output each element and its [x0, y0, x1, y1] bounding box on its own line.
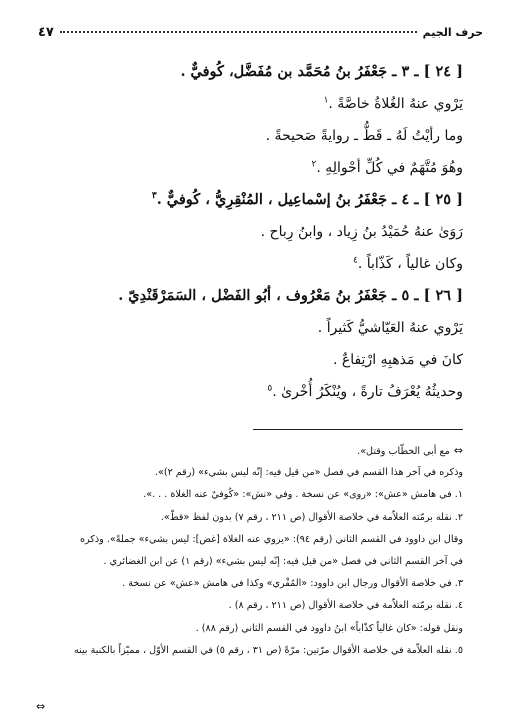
footnote-line: وذكره في آخر هذا القسم في فصل «من قيل فيه: إنّه ليس بشيء» (رقم ٢)». [154, 467, 463, 479]
main-text [40, 56, 463, 408]
footnote-line: وقال ابن داوود في القسم الثاني (رقم ٩٤): «يروي عنه الغلاة [غض]: ليس بشيء» جملةً». وذكره [79, 533, 463, 545]
entry-line-text: يَرْوي عنهُ العَيّاشيُّ كَثيراً . [317, 320, 463, 336]
footnote-line: ٥. نقله العلاّمة في خلاصة الأقوال مرّتين: مرّةً (ص ٣١ ، رقم ٥) في القسم الأوّل ، مميّزاً بالكنية بينه [73, 644, 463, 656]
page-number: ٤٧ [38, 24, 54, 40]
entry-heading [40, 56, 463, 88]
footnote-line: في آخر القسم الثاني في فصل «من قيل فيه: إنّه ليس بشيء» (رقم ١) عن ابن الغضائري . [103, 555, 463, 567]
running-header [38, 22, 483, 42]
entry-line-text: كانَ في مَذهبِهِ ارْتِفاعٌ . [332, 352, 463, 368]
chapter-title: حرف الجيم [422, 25, 483, 39]
footnote-marker[interactable]: ٣ [151, 191, 157, 202]
header-leader-dots [60, 31, 417, 33]
entry-line [40, 88, 463, 120]
footnote-marker[interactable]: ٤ [353, 255, 358, 266]
footnote-line [36, 440, 463, 462]
continuation-arrow-icon: ⇔ [36, 700, 46, 713]
entry-line-text: وما رأيْتُ لَهُ ـ قَطُّ ـ روايةً صَحيحةً . [265, 128, 463, 144]
entry-line [40, 312, 463, 344]
footnote-line: ٤. نقله برمّته العلاّمة في خلاصة الأقوال (ص ٢١١ ، رقم ٨) . [228, 600, 463, 612]
entry-line [40, 248, 463, 280]
entry-line [40, 344, 463, 376]
entry-heading-text: [ ٢٤ ] ـ ٣ ـ جَعْفَرُ بنُ مُحَمَّد بن مُفَضَّل، كُوفيٌّ . [180, 63, 463, 80]
entry-line [40, 216, 463, 248]
entry-line-text: رَوَىٰ عنهُ حُمَيْدُ بنُ زِياد ، وابنُ رِباح . [260, 224, 463, 240]
footnote-line: ٢. نقله برمّته العلاّمة في خلاصة الأقوال (ص ٢١١ ، رقم ٧) بدون لفظ «قطّ». [160, 511, 463, 523]
entry-line [40, 120, 463, 152]
entry-line-text: وحديثُهُ يُعْرَفُ تارةً ، ويُنْكَرُ أُخْرىٰ . [272, 384, 463, 400]
entry-line-text: وكان غالياً ، كَذّاباً . [357, 256, 463, 272]
footnote-marker[interactable]: ٢ [311, 159, 317, 170]
entry-heading [40, 184, 463, 216]
footnote-separator [253, 429, 463, 430]
footnote-marker[interactable]: ٥ [267, 383, 273, 394]
entry-heading-text: [ ٢٦ ] ـ ٥ ـ جَعْفَرُ بنُ مَعْرُوف ، أبُو الفَضْل ، السَمَرْقَنْدِيّ . [118, 287, 463, 304]
footnote-line: ٣. في خلاصة الأقوال ورجال ابن داوود: «المُقْري» وكذا في هامش «عش» عن نسخة . [122, 578, 463, 590]
entry-heading-text: [ ٢٥ ] ـ ٤ ـ جَعْفَرُ بنُ إسْماعِيل ، المُنْقِرِيُّ ، كُوفيٌّ . [156, 191, 463, 208]
entry-line-text: وهُوَ مُتَّهَمٌ في كُلِّ أحْوالِهِ . [316, 160, 463, 176]
footnote-marker[interactable]: ١ [323, 95, 329, 106]
footnote-line: ١. في هامش «عش»: «روى» عن نسخة . وفي «نش»: «كُوفيٌ عنه الغلاة . . .». [143, 489, 463, 501]
continuation-arrow-icon: ⇔ [453, 444, 463, 457]
entry-line-text: يَرْوي عنهُ الغُلاةُ خاصَّةً . [328, 96, 463, 112]
footnote-text: مع أبي الخطّاب وقتل». [357, 446, 450, 457]
entry-line [40, 376, 463, 408]
entry-heading [40, 280, 463, 312]
footnote-line: ونقل قوله: «كان غالياً كذّاباً» ابنُ داوود في القسم الثاني (رقم ٨٨) . [195, 622, 463, 634]
footnotes [36, 440, 463, 662]
entry-line [40, 152, 463, 184]
